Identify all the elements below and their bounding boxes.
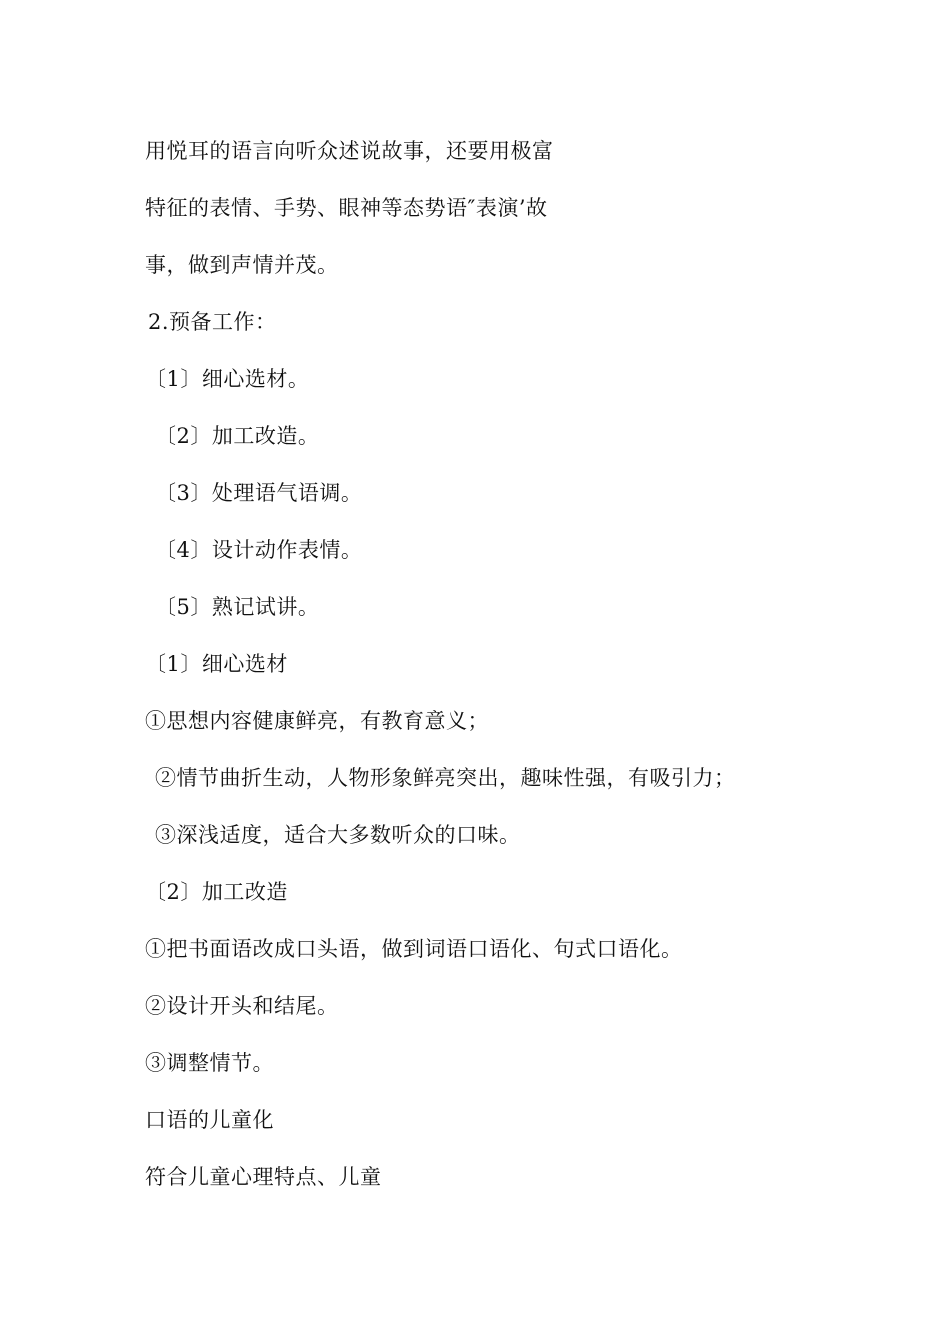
list-item: ③调整情节。 <box>145 1051 274 1075</box>
body-text-line: 用悦耳的语言向听众述说故事，还要用极富 <box>145 139 554 163</box>
list-item: 〔4〕设计动作表情。 <box>155 538 363 562</box>
list-item: 〔1〕细心选材。 <box>145 367 310 391</box>
subsection-heading: 〔1〕细心选材 <box>145 652 288 676</box>
list-item: ②设计开头和结尾。 <box>145 994 339 1018</box>
list-item: ③深浅适度，适合大多数听众的口味。 <box>155 823 521 847</box>
body-text-line: 符合儿童心理特点、儿童 <box>145 1165 382 1189</box>
body-text-line: 特征的表情、手势、眼神等态势语″表演’故 <box>145 196 548 220</box>
list-item: 〔3〕处理语气语调。 <box>155 481 363 505</box>
body-text-line: 事，做到声情并茂。 <box>145 253 339 277</box>
list-item: ②情节曲折生动，人物形象鲜亮突出，趣味性强，有吸引力； <box>155 766 736 790</box>
list-item: 〔5〕熟记试讲。 <box>155 595 320 619</box>
list-item: 〔2〕加工改造。 <box>155 424 320 448</box>
list-item: ①把书面语改成口头语，做到词语口语化、句式口语化。 <box>145 937 683 961</box>
subsection-heading: 〔2〕加工改造 <box>145 880 288 904</box>
list-item: ①思想内容健康鲜亮，有教育意义； <box>145 709 489 733</box>
body-text-line: 口语的儿童化 <box>145 1108 274 1132</box>
section-heading: 2.预备工作： <box>148 310 277 334</box>
